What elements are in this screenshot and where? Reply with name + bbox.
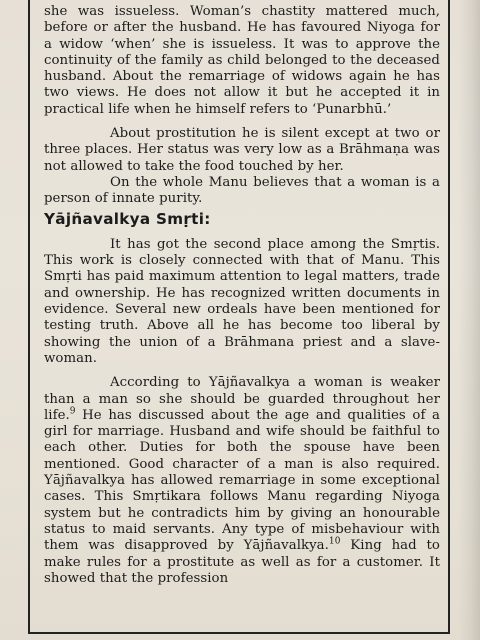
page-shadow	[458, 0, 480, 640]
paragraph-text-part-a: According to Yājñavalkya a woman is weaker than a man so she should be guarded throughout her life.	[44, 375, 440, 423]
paragraph-manu-conclusion: On the whole Manu believes that a woman is a person of innate purity.	[44, 174, 440, 207]
paragraph-manu-prostitution: About prostitution he is silent except at two or three places. Her status was very low as a Brāhmaṇa was not allowed to take the food touched by her.	[44, 126, 440, 174]
footnote-marker: 10	[328, 536, 341, 547]
paragraph-yajnavalkya-intro: It has got the second place among the Smṛtis. This work is closely connected with that of Manu. This Smṛti has paid maximum attention to legal matters, trade and ownership. He has recognized written documents in evidence. Several new ordeals have been mentioned for testing truth. Above all he has become too liberal by showing the union of a Brāhmana priest and a slave-woman.	[44, 236, 440, 366]
paragraph-text-part-b: He has discussed about the age and qualities of a girl for marriage. Husband and wife should be faithful to each other. Duties for both the spouse have been mentioned. Good character of a man is also required. Yājñavalkya has allowed remarriage in some exceptional cases. This Smṛtikara follows Manu regarding Niyoga system but he contradicts him by giving an honourable status to maid servants. Any type of misbehaviour with them was disapproved by Yājñavalkya.	[44, 407, 440, 554]
paragraph-manu-widows: she was issueless. Woman’s chastity mattered much, before or after the husband. He has favoured Niyoga for a widow ‘when’ she is issueless. It was to approve the continuity of the family as child belonged to the deceased husband. About the remarriage of widows again he has two views. He does not allow it but he accepted it in practical life when he himself refers to ‘Punarbhū.’	[44, 4, 440, 117]
page-text	[44, 4, 440, 587]
paragraph-yajnavalkya-woman	[44, 375, 440, 587]
paragraph-text-part-c: King had to make rules for a prostitute as well as for a customer. It showed that the profession	[44, 538, 440, 586]
footnote-marker: 9	[69, 406, 76, 417]
section-heading: Yājñavalkya Smṛti:	[44, 209, 211, 228]
